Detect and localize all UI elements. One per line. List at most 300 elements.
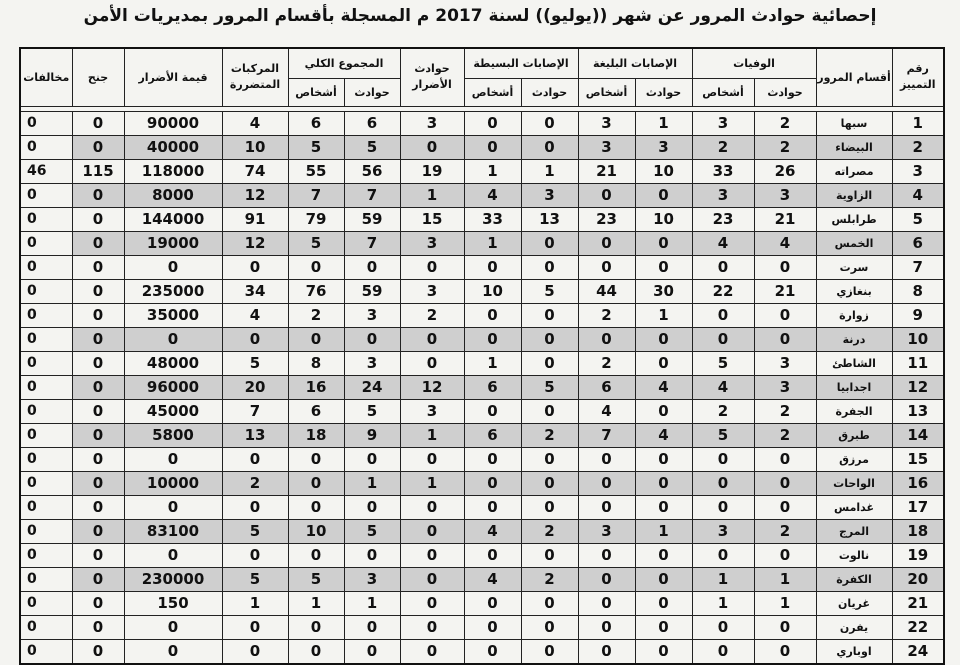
cell-department: الكفرة: [816, 567, 892, 591]
cell-minor-accidents: 0: [521, 447, 578, 471]
cell-total-persons: 5: [288, 231, 344, 255]
cell-deaths-accidents: 2: [754, 399, 816, 423]
cell-damage-accidents: 0: [400, 639, 464, 664]
cell-serious-accidents: 0: [635, 231, 692, 255]
cell-row-number: 8: [892, 279, 944, 303]
cell-misdemeanors: 0: [72, 447, 124, 471]
cell-damaged-vehicles: 0: [222, 639, 288, 664]
cell-serious-accidents: 0: [635, 183, 692, 207]
cell-row-number: 13: [892, 399, 944, 423]
table-row: [20, 423, 944, 447]
cell-row-number: 15: [892, 447, 944, 471]
subheader-accidents: حوادث: [754, 78, 816, 106]
cell-damage-accidents: 0: [400, 567, 464, 591]
table-row: [20, 567, 944, 591]
cell-minor-persons: 1: [464, 159, 521, 183]
cell-serious-persons: 0: [578, 231, 635, 255]
cell-total-accidents: 7: [344, 231, 400, 255]
cell-total-accidents: 9: [344, 423, 400, 447]
header-damage-value: قيمة الأضرار: [124, 48, 222, 106]
cell-damage-value: 0: [124, 639, 222, 664]
table-row: [20, 519, 944, 543]
table-row: [20, 399, 944, 423]
cell-serious-persons: 44: [578, 279, 635, 303]
cell-minor-accidents: 1: [521, 159, 578, 183]
cell-damage-accidents: 0: [400, 327, 464, 351]
cell-minor-accidents: 0: [521, 495, 578, 519]
cell-damaged-vehicles: 1: [222, 591, 288, 615]
cell-damage-accidents: 0: [400, 591, 464, 615]
header-serious-injuries: الإصابات البليغة: [578, 48, 692, 78]
cell-minor-accidents: 3: [521, 183, 578, 207]
cell-damage-value: 96000: [124, 375, 222, 399]
cell-total-accidents: 1: [344, 471, 400, 495]
cell-row-number: 16: [892, 471, 944, 495]
cell-department: سرت: [816, 255, 892, 279]
cell-total-persons: 0: [288, 447, 344, 471]
cell-violations: 0: [20, 423, 72, 447]
cell-row-number: 18: [892, 519, 944, 543]
cell-deaths-accidents: 0: [754, 255, 816, 279]
cell-deaths-accidents: 26: [754, 159, 816, 183]
cell-violations: 0: [20, 111, 72, 135]
cell-department: المرج: [816, 519, 892, 543]
cell-minor-persons: 1: [464, 231, 521, 255]
cell-serious-persons: 0: [578, 543, 635, 567]
cell-damage-value: 40000: [124, 135, 222, 159]
cell-serious-accidents: 0: [635, 567, 692, 591]
cell-damaged-vehicles: 7: [222, 399, 288, 423]
cell-damaged-vehicles: 0: [222, 615, 288, 639]
cell-deaths-persons: 0: [692, 447, 754, 471]
cell-row-number: 24: [892, 639, 944, 664]
cell-damage-value: 230000: [124, 567, 222, 591]
header-misdemeanors: جنح: [72, 48, 124, 106]
cell-misdemeanors: 0: [72, 375, 124, 399]
cell-total-accidents: 0: [344, 639, 400, 664]
cell-department: زوارة: [816, 303, 892, 327]
cell-total-accidents: 3: [344, 303, 400, 327]
cell-department: مصراته: [816, 159, 892, 183]
cell-minor-accidents: 5: [521, 375, 578, 399]
table-row: [20, 183, 944, 207]
cell-violations: 0: [20, 447, 72, 471]
cell-serious-persons: 4: [578, 399, 635, 423]
cell-minor-accidents: 0: [521, 231, 578, 255]
table-row: [20, 471, 944, 495]
cell-deaths-persons: 2: [692, 399, 754, 423]
cell-serious-persons: 0: [578, 327, 635, 351]
cell-total-persons: 76: [288, 279, 344, 303]
cell-damage-value: 8000: [124, 183, 222, 207]
cell-serious-persons: 0: [578, 639, 635, 664]
cell-damage-accidents: 12: [400, 375, 464, 399]
cell-minor-accidents: 0: [521, 111, 578, 135]
cell-serious-accidents: 10: [635, 207, 692, 231]
table-row: [20, 231, 944, 255]
cell-damage-value: 35000: [124, 303, 222, 327]
cell-minor-persons: 1: [464, 351, 521, 375]
cell-serious-persons: 0: [578, 495, 635, 519]
cell-department: نالوت: [816, 543, 892, 567]
cell-row-number: 17: [892, 495, 944, 519]
cell-damage-value: 45000: [124, 399, 222, 423]
header-department: أقسام المرور: [816, 48, 892, 106]
cell-total-persons: 16: [288, 375, 344, 399]
cell-serious-accidents: 0: [635, 255, 692, 279]
subheader-accidents: حوادث: [635, 78, 692, 106]
cell-damage-accidents: 3: [400, 231, 464, 255]
header-deaths: الوفيات: [692, 48, 816, 78]
cell-damage-accidents: 19: [400, 159, 464, 183]
cell-violations: 0: [20, 567, 72, 591]
cell-department: الخمس: [816, 231, 892, 255]
table-row: [20, 639, 944, 664]
cell-misdemeanors: 0: [72, 591, 124, 615]
cell-damage-value: 235000: [124, 279, 222, 303]
cell-total-persons: 0: [288, 615, 344, 639]
cell-minor-persons: 33: [464, 207, 521, 231]
cell-misdemeanors: 0: [72, 135, 124, 159]
cell-minor-persons: 4: [464, 519, 521, 543]
cell-deaths-persons: 0: [692, 255, 754, 279]
cell-deaths-accidents: 2: [754, 111, 816, 135]
subheader-persons: أشخاص: [692, 78, 754, 106]
cell-damage-accidents: 15: [400, 207, 464, 231]
cell-damage-accidents: 3: [400, 399, 464, 423]
cell-minor-accidents: 0: [521, 255, 578, 279]
cell-misdemeanors: 0: [72, 207, 124, 231]
cell-damaged-vehicles: 4: [222, 303, 288, 327]
cell-minor-persons: 6: [464, 375, 521, 399]
cell-damage-value: 150: [124, 591, 222, 615]
cell-damage-value: 83100: [124, 519, 222, 543]
cell-total-persons: 8: [288, 351, 344, 375]
cell-minor-persons: 10: [464, 279, 521, 303]
table-row: [20, 135, 944, 159]
cell-damage-value: 144000: [124, 207, 222, 231]
cell-serious-persons: 3: [578, 111, 635, 135]
cell-damaged-vehicles: 20: [222, 375, 288, 399]
cell-total-persons: 18: [288, 423, 344, 447]
cell-damage-accidents: 0: [400, 255, 464, 279]
cell-row-number: 2: [892, 135, 944, 159]
cell-row-number: 7: [892, 255, 944, 279]
cell-deaths-accidents: 2: [754, 519, 816, 543]
cell-misdemeanors: 0: [72, 399, 124, 423]
cell-deaths-persons: 2: [692, 135, 754, 159]
cell-damage-value: 0: [124, 447, 222, 471]
cell-damage-accidents: 0: [400, 519, 464, 543]
cell-minor-accidents: 13: [521, 207, 578, 231]
cell-total-persons: 6: [288, 111, 344, 135]
cell-serious-persons: 0: [578, 615, 635, 639]
cell-deaths-persons: 3: [692, 519, 754, 543]
cell-deaths-accidents: 21: [754, 279, 816, 303]
cell-total-accidents: 5: [344, 399, 400, 423]
cell-row-number: 14: [892, 423, 944, 447]
cell-minor-accidents: 0: [521, 351, 578, 375]
cell-violations: 0: [20, 639, 72, 664]
cell-damaged-vehicles: 34: [222, 279, 288, 303]
cell-row-number: 12: [892, 375, 944, 399]
page-title: إحصائية حوادث المرور عن شهر ((يوليو)) لسنة 2017 م المسجلة بأقسام المرور بمديريات الأمن: [83, 6, 877, 26]
cell-damaged-vehicles: 13: [222, 423, 288, 447]
cell-total-persons: 10: [288, 519, 344, 543]
cell-minor-persons: 0: [464, 495, 521, 519]
cell-minor-persons: 0: [464, 615, 521, 639]
cell-minor-accidents: 0: [521, 327, 578, 351]
cell-deaths-accidents: 0: [754, 447, 816, 471]
cell-serious-persons: 0: [578, 567, 635, 591]
cell-department: غدامس: [816, 495, 892, 519]
subheader-persons: أشخاص: [464, 78, 521, 106]
cell-total-persons: 55: [288, 159, 344, 183]
table-row: [20, 327, 944, 351]
cell-row-number: 9: [892, 303, 944, 327]
cell-damage-accidents: 0: [400, 495, 464, 519]
cell-deaths-persons: 0: [692, 495, 754, 519]
cell-misdemeanors: 0: [72, 279, 124, 303]
cell-deaths-persons: 5: [692, 351, 754, 375]
cell-serious-persons: 0: [578, 447, 635, 471]
cell-deaths-accidents: 21: [754, 207, 816, 231]
cell-serious-accidents: 0: [635, 447, 692, 471]
cell-violations: 0: [20, 207, 72, 231]
cell-damage-value: 0: [124, 255, 222, 279]
cell-violations: 0: [20, 399, 72, 423]
cell-deaths-accidents: 0: [754, 639, 816, 664]
cell-damage-value: 19000: [124, 231, 222, 255]
cell-serious-persons: 7: [578, 423, 635, 447]
cell-damage-accidents: 3: [400, 279, 464, 303]
cell-department: اجدابيا: [816, 375, 892, 399]
cell-serious-accidents: 1: [635, 111, 692, 135]
cell-total-persons: 2: [288, 303, 344, 327]
cell-total-persons: 0: [288, 543, 344, 567]
cell-row-number: 10: [892, 327, 944, 351]
cell-serious-accidents: 4: [635, 375, 692, 399]
table-row: [20, 279, 944, 303]
cell-department: الواحات: [816, 471, 892, 495]
cell-misdemeanors: 0: [72, 111, 124, 135]
table-row: [20, 159, 944, 183]
cell-deaths-persons: 3: [692, 183, 754, 207]
cell-damage-accidents: 1: [400, 423, 464, 447]
cell-violations: 0: [20, 615, 72, 639]
cell-deaths-accidents: 1: [754, 591, 816, 615]
cell-serious-accidents: 0: [635, 399, 692, 423]
cell-total-accidents: 0: [344, 447, 400, 471]
cell-damage-accidents: 0: [400, 351, 464, 375]
cell-deaths-accidents: 3: [754, 351, 816, 375]
cell-misdemeanors: 0: [72, 639, 124, 664]
cell-serious-accidents: 0: [635, 495, 692, 519]
cell-row-number: 1: [892, 111, 944, 135]
cell-violations: 0: [20, 327, 72, 351]
cell-deaths-persons: 0: [692, 471, 754, 495]
cell-total-persons: 79: [288, 207, 344, 231]
cell-minor-persons: 0: [464, 135, 521, 159]
cell-minor-persons: 0: [464, 591, 521, 615]
table-row: [20, 615, 944, 639]
cell-minor-persons: 0: [464, 399, 521, 423]
cell-serious-persons: 21: [578, 159, 635, 183]
table-row: [20, 303, 944, 327]
cell-deaths-accidents: 3: [754, 183, 816, 207]
cell-total-persons: 5: [288, 135, 344, 159]
cell-deaths-persons: 33: [692, 159, 754, 183]
cell-damage-accidents: 2: [400, 303, 464, 327]
cell-department: غريان: [816, 591, 892, 615]
cell-misdemeanors: 0: [72, 255, 124, 279]
table-body: [20, 111, 944, 664]
cell-total-persons: 0: [288, 327, 344, 351]
cell-deaths-accidents: 4: [754, 231, 816, 255]
cell-total-persons: 1: [288, 591, 344, 615]
cell-damage-accidents: 0: [400, 135, 464, 159]
cell-damage-accidents: 0: [400, 447, 464, 471]
table-row: [20, 207, 944, 231]
cell-total-accidents: 0: [344, 327, 400, 351]
table-row: [20, 543, 944, 567]
cell-damage-value: 0: [124, 327, 222, 351]
cell-minor-accidents: 0: [521, 615, 578, 639]
subheader-persons: أشخاص: [288, 78, 344, 106]
cell-damage-value: 90000: [124, 111, 222, 135]
cell-violations: 0: [20, 543, 72, 567]
cell-department: الشاطئ: [816, 351, 892, 375]
cell-row-number: 20: [892, 567, 944, 591]
cell-minor-persons: 4: [464, 567, 521, 591]
cell-total-accidents: 24: [344, 375, 400, 399]
cell-deaths-persons: 0: [692, 639, 754, 664]
cell-total-persons: 7: [288, 183, 344, 207]
cell-minor-accidents: 5: [521, 279, 578, 303]
cell-deaths-persons: 22: [692, 279, 754, 303]
cell-damaged-vehicles: 91: [222, 207, 288, 231]
cell-minor-persons: 0: [464, 255, 521, 279]
table-row: [20, 375, 944, 399]
cell-serious-accidents: 1: [635, 519, 692, 543]
cell-serious-persons: 23: [578, 207, 635, 231]
cell-serious-accidents: 0: [635, 327, 692, 351]
cell-row-number: 4: [892, 183, 944, 207]
cell-serious-persons: 2: [578, 303, 635, 327]
table-row: [20, 351, 944, 375]
cell-minor-accidents: 2: [521, 423, 578, 447]
table-row: [20, 447, 944, 471]
cell-violations: 0: [20, 519, 72, 543]
cell-damaged-vehicles: 0: [222, 495, 288, 519]
cell-department: طرابلس: [816, 207, 892, 231]
cell-deaths-persons: 3: [692, 111, 754, 135]
header-total: المجموع الكلي: [288, 48, 400, 78]
cell-deaths-accidents: 1: [754, 567, 816, 591]
table-row: [20, 495, 944, 519]
cell-deaths-persons: 1: [692, 567, 754, 591]
cell-row-number: 21: [892, 591, 944, 615]
subheader-accidents: حوادث: [521, 78, 578, 106]
cell-deaths-accidents: 0: [754, 615, 816, 639]
cell-serious-accidents: 0: [635, 471, 692, 495]
cell-total-accidents: 1: [344, 591, 400, 615]
cell-damaged-vehicles: 12: [222, 183, 288, 207]
cell-damage-accidents: 0: [400, 615, 464, 639]
cell-department: سبها: [816, 111, 892, 135]
cell-minor-accidents: 2: [521, 567, 578, 591]
cell-total-accidents: 59: [344, 279, 400, 303]
cell-violations: 0: [20, 183, 72, 207]
cell-damaged-vehicles: 10: [222, 135, 288, 159]
cell-total-persons: 5: [288, 567, 344, 591]
table-header: [20, 48, 944, 111]
subheader-persons: أشخاص: [578, 78, 635, 106]
cell-misdemeanors: 0: [72, 303, 124, 327]
cell-damage-value: 5800: [124, 423, 222, 447]
header-row-number: رقم التمييز: [892, 48, 944, 106]
cell-minor-accidents: 0: [521, 471, 578, 495]
cell-damage-value: 0: [124, 495, 222, 519]
cell-misdemeanors: 0: [72, 327, 124, 351]
cell-violations: 46: [20, 159, 72, 183]
cell-total-persons: 6: [288, 399, 344, 423]
cell-violations: 0: [20, 375, 72, 399]
accidents-table: [19, 47, 945, 665]
cell-total-persons: 0: [288, 471, 344, 495]
cell-minor-persons: 4: [464, 183, 521, 207]
cell-total-accidents: 0: [344, 495, 400, 519]
cell-minor-persons: 0: [464, 471, 521, 495]
cell-damage-accidents: 3: [400, 111, 464, 135]
cell-damage-accidents: 1: [400, 183, 464, 207]
cell-minor-persons: 6: [464, 423, 521, 447]
cell-deaths-persons: 4: [692, 231, 754, 255]
cell-minor-persons: 0: [464, 327, 521, 351]
cell-row-number: 11: [892, 351, 944, 375]
cell-misdemeanors: 0: [72, 519, 124, 543]
cell-serious-accidents: 10: [635, 159, 692, 183]
cell-misdemeanors: 115: [72, 159, 124, 183]
cell-deaths-persons: 0: [692, 543, 754, 567]
cell-total-accidents: 5: [344, 135, 400, 159]
cell-damaged-vehicles: 0: [222, 447, 288, 471]
cell-total-persons: 0: [288, 495, 344, 519]
cell-violations: 0: [20, 495, 72, 519]
cell-minor-accidents: 0: [521, 135, 578, 159]
cell-department: يفرن: [816, 615, 892, 639]
cell-department: بنغازي: [816, 279, 892, 303]
cell-department: طبرق: [816, 423, 892, 447]
subheader-accidents: حوادث: [344, 78, 400, 106]
cell-serious-accidents: 4: [635, 423, 692, 447]
cell-total-accidents: 3: [344, 351, 400, 375]
cell-deaths-accidents: 2: [754, 135, 816, 159]
cell-misdemeanors: 0: [72, 495, 124, 519]
cell-deaths-accidents: 3: [754, 375, 816, 399]
cell-damaged-vehicles: 74: [222, 159, 288, 183]
cell-deaths-accidents: 0: [754, 327, 816, 351]
cell-violations: 0: [20, 135, 72, 159]
cell-row-number: 19: [892, 543, 944, 567]
header-damaged-vehicles: المركبات المتضررة: [222, 48, 288, 106]
cell-minor-accidents: 0: [521, 303, 578, 327]
cell-minor-accidents: 0: [521, 399, 578, 423]
table-row: [20, 111, 944, 135]
cell-misdemeanors: 0: [72, 471, 124, 495]
cell-misdemeanors: 0: [72, 231, 124, 255]
cell-deaths-accidents: 0: [754, 303, 816, 327]
